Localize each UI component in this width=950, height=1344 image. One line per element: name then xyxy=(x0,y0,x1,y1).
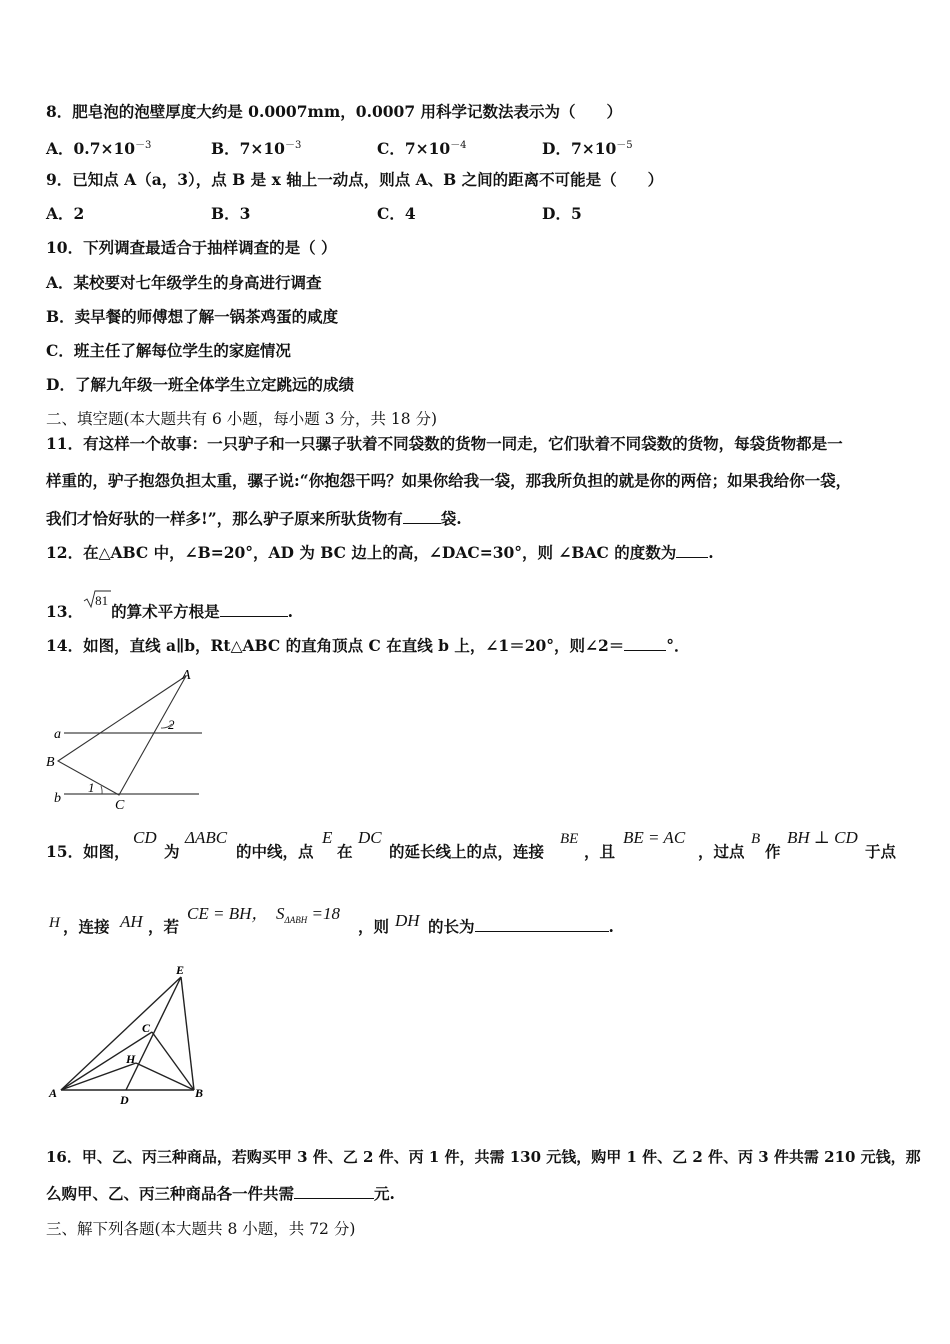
sqrt-81: 81 xyxy=(83,589,111,609)
label-a: A xyxy=(49,1086,58,1100)
section-2-heading: 二、填空题(本大题共有 6 小题，每小题 3 分，共 18 分) xyxy=(46,410,438,428)
q15-math-bh-perp-cd: BH ⊥ CD xyxy=(787,828,858,847)
q9-option-d: D．5 xyxy=(542,204,582,223)
q15-math-dc: DC xyxy=(358,828,382,847)
q9-option-a: A．2 xyxy=(46,204,85,223)
q15-math-abc: ΔABC xyxy=(185,828,228,847)
label-angle-2: 2 xyxy=(168,717,175,732)
q15-math-b: B xyxy=(751,831,761,847)
q8-option-c: C．$7\times 10^{-4}$ xyxy=(377,139,467,158)
q9-stem: 9．已知点 A（a，3），点 B 是 x 轴上一动点，则点 A、B 之间的距离不可能是（ ） xyxy=(46,170,664,189)
q14-figure xyxy=(44,666,214,816)
q15-answer-blank xyxy=(475,917,609,932)
q15-math-be: BE xyxy=(560,831,579,847)
q15-math-ce-eq-bh: CE = BH， xyxy=(187,904,269,923)
q9-option-b: B．3 xyxy=(211,204,251,223)
q10-option-c: C．班主任了解每位学生的家庭情况 xyxy=(46,341,291,360)
label-angle-1: 1 xyxy=(88,780,95,795)
q11-line-1: 11．有这样一个故事：一只驴子和一只骡子驮着不同袋数的货物一同走，它们驮着不同袋数的货物，每袋货物都是一 xyxy=(46,434,843,453)
q11-line-2: 样重的，驴子抱怨负担太重，骡子说:“你抱怨干吗？如果你给我一袋，那我所负担的就是你的两倍；如果我给你一袋， xyxy=(46,471,852,490)
label-c: C xyxy=(142,1021,151,1035)
q15-text-zai: 在 xyxy=(337,842,353,861)
q15-math-e: E xyxy=(322,828,333,847)
q15-text-zhongxian: 的中线，点 xyxy=(236,842,314,861)
label-b: B xyxy=(195,1086,204,1100)
q13-stem: 13． 81 的算术平方根是 . xyxy=(46,589,293,622)
q15-prefix: 15．如图， xyxy=(46,842,130,861)
label-b-point: B xyxy=(46,755,55,770)
q9-option-c: C．4 xyxy=(377,204,416,223)
q12-answer-blank xyxy=(676,543,708,558)
section-3-heading: 三、解下列各题(本大题共 8 小题，共 72 分) xyxy=(46,1220,356,1238)
q16-line-2: 么购甲、乙、丙三种商品各一件共需 元. xyxy=(46,1184,395,1203)
q15-math-be-eq-ac: BE = AC xyxy=(623,828,686,847)
q15-text-ruo: ，若 xyxy=(148,917,180,936)
q15-text-zuo: 作 xyxy=(765,842,781,861)
q15-text-yanchang: 的延长线上的点，连接 xyxy=(389,842,545,861)
q8-stem: 8．肥皂泡的泡壁厚度大约是 0.0007mm，0.0007 用科学记数法表示为（ ） xyxy=(46,102,623,121)
q16-answer-blank xyxy=(294,1184,374,1199)
q8-option-a: A．$0.7\times 10^{-3}$ xyxy=(46,139,152,158)
q15-math-cd: CD xyxy=(133,828,157,847)
q10-option-a: A．某校要对七年级学生的身高进行调查 xyxy=(46,273,322,292)
q10-option-b: B．卖早餐的师傅想了解一锅茶鸡蛋的咸度 xyxy=(46,307,339,326)
label-e: E xyxy=(176,963,185,977)
q11-answer-blank xyxy=(403,509,441,524)
q15-math-dh: DH xyxy=(395,911,420,930)
q15-text-yudian: 于点 xyxy=(865,842,897,861)
q15-text-lianjie: ，连接 xyxy=(63,917,110,936)
q15-text-changwei: 的长为 . xyxy=(428,917,614,936)
label-line-b: b xyxy=(54,791,61,806)
q10-stem: 10．下列调查最适合于抽样调查的是（ ） xyxy=(46,238,337,257)
q15-math-ah: AH xyxy=(120,912,143,931)
q15-figure xyxy=(44,960,214,1110)
label-a-point: A xyxy=(182,668,191,683)
q8-option-d: D．$7\times 10^{-5}$ xyxy=(542,139,633,158)
q15-math-h: H xyxy=(49,915,60,931)
q15-text-wei: 为 xyxy=(164,842,180,861)
q14-stem: 14．如图，直线 a∥b，Rt△ABC 的直角顶点 C 在直线 b 上，∠1＝20°，则∠2＝ °． xyxy=(46,636,690,655)
q8-option-b: B．$7\times 10^{-3}$ xyxy=(211,139,302,158)
q11-line-3: 我们才恰好驮的一样多!”，那么驴子原来所驮货物有 袋. xyxy=(46,509,462,528)
q13-answer-blank xyxy=(220,602,288,617)
q10-option-d: D．了解九年级一班全体学生立定跳远的成绩 xyxy=(46,375,354,394)
q15-text-qie: ，且 xyxy=(584,842,616,861)
triangle-abc xyxy=(58,676,186,795)
label-c-point: C xyxy=(115,798,125,813)
q14-answer-blank xyxy=(624,636,666,651)
label-h: H xyxy=(126,1052,136,1066)
q12-stem: 12．在△ABC 中，∠B=20°，AD 为 BC 边上的高，∠DAC=30°，则 ∠BAC 的度数为 . xyxy=(46,543,714,562)
label-line-a: a xyxy=(54,727,61,742)
q16-line-1: 16．甲、乙、丙三种商品，若购买甲 3 件、乙 2 件、丙 1 件，共需 130 元钱，购甲 1 件、乙 2 件、丙 3 件共需 210 元钱，那 xyxy=(46,1148,921,1166)
label-d: D xyxy=(120,1093,129,1107)
q15-text-guodian: ，过点 xyxy=(698,842,745,861)
q15-math-area: $S_{\Delta ABH} =18$ xyxy=(276,904,341,925)
q15-text-ze: ，则 xyxy=(358,917,390,936)
angle-1-arc xyxy=(101,786,102,794)
